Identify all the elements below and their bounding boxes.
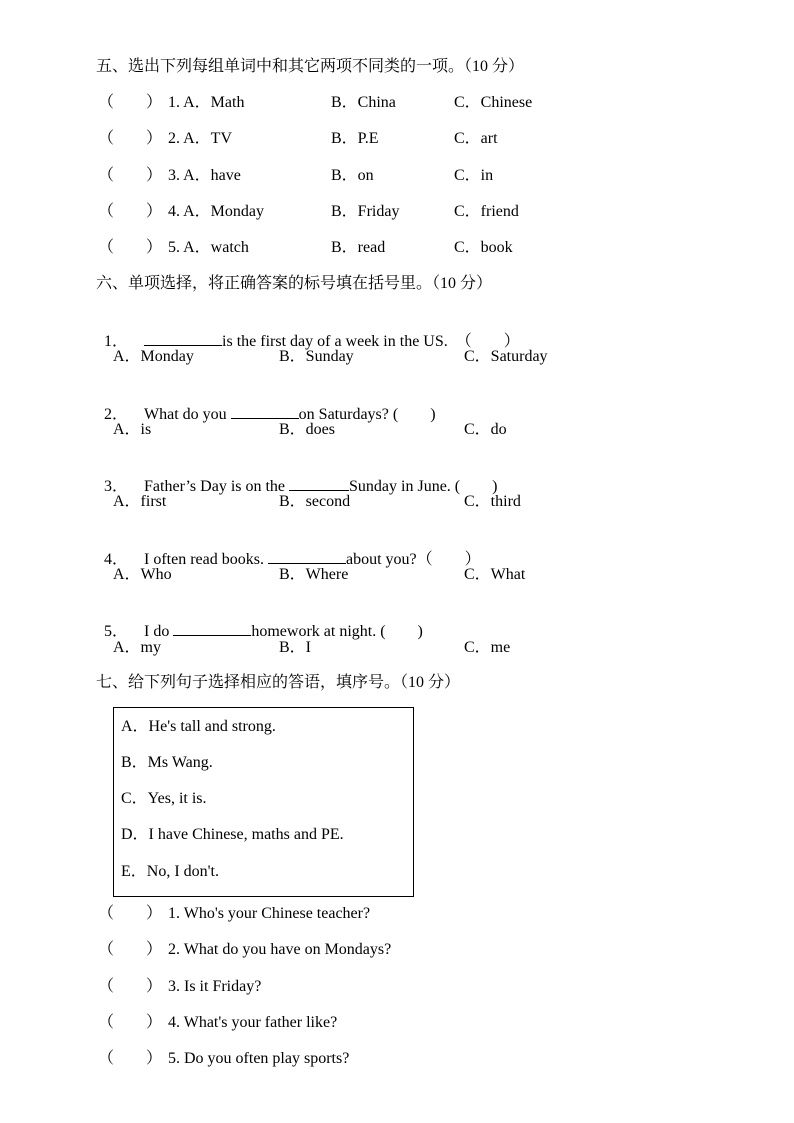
answer-option: A．He's tall and strong.: [121, 718, 276, 735]
question-text: 1. Who's your Chinese teacher?: [168, 905, 371, 922]
question-text-before: I often read books.: [144, 551, 268, 568]
option-b: B．second: [279, 493, 351, 510]
option-b: B．Where: [279, 566, 349, 583]
option-a: 4. A．Monday: [168, 203, 265, 220]
answer-parentheses[interactable]: （ ）: [98, 905, 163, 922]
question-number: 4．: [104, 551, 129, 568]
option-a: A．is: [113, 421, 152, 438]
question-3: [96, 456, 497, 497]
answer-option: D．I have Chinese, maths and PE.: [121, 826, 344, 843]
option-b: B．on: [331, 167, 374, 184]
question-4: [96, 529, 481, 570]
fill-blank[interactable]: [144, 331, 222, 346]
section5-heading: 五、选出下列每组单词中和其它两项不同类的一项。（10 分）: [96, 58, 525, 75]
answer-parentheses[interactable]: （ ）: [98, 239, 163, 256]
option-b: B．Sunday: [279, 348, 354, 365]
option-c: C．art: [454, 130, 498, 147]
question-text-after: about you?（ ）: [345, 551, 481, 568]
question-2: [96, 384, 436, 425]
section7-heading: 七、给下列句子选择相应的答语，填序号。（10 分）: [96, 674, 461, 691]
option-c: C．in: [454, 167, 494, 184]
answer-parentheses[interactable]: （ ）: [98, 1014, 163, 1031]
option-c: C．book: [454, 239, 513, 256]
question-5: [96, 601, 423, 642]
question-text-after: homework at night. ( ): [251, 623, 423, 640]
question-1: [96, 311, 520, 352]
option-a: 3. A．have: [168, 167, 241, 184]
option-a: 1. A．Math: [168, 94, 245, 111]
question-text-before: What do you: [144, 406, 231, 423]
answer-parentheses[interactable]: （ ）: [98, 978, 163, 995]
option-a: 5. A．watch: [168, 239, 249, 256]
option-a: A．Monday: [113, 348, 194, 365]
option-b: B．read: [331, 239, 386, 256]
question-text-before: Father’s Day is on the: [144, 478, 290, 495]
fill-blank[interactable]: [231, 404, 299, 419]
answer-parentheses[interactable]: （ ）: [98, 1050, 163, 1067]
question-text-before: I do: [144, 623, 174, 640]
question-text-after: Sunday in June. ( ): [349, 478, 498, 495]
question-text: 3. Is it Friday?: [168, 978, 262, 995]
option-b: B．China: [331, 94, 396, 111]
fill-blank[interactable]: [268, 549, 346, 564]
option-a: A．first: [113, 493, 167, 510]
answer-option: C．Yes, it is.: [121, 790, 207, 807]
answer-parentheses[interactable]: （ ）: [98, 203, 163, 220]
option-b: B．Friday: [331, 203, 400, 220]
option-c: C．What: [464, 566, 526, 583]
question-text: 4. What's your father like?: [168, 1014, 338, 1031]
question-text-after: is the first day of a week in the US. （ ）: [222, 333, 520, 350]
answer-parentheses[interactable]: （ ）: [98, 130, 163, 147]
question-text: 5. Do you often play sports?: [168, 1050, 350, 1067]
question-number: 5．: [104, 623, 129, 640]
question-text-after: on Saturdays? ( ): [298, 406, 436, 423]
section6-heading: 六、单项选择，将正确答案的标号填在括号里。（10 分）: [96, 275, 493, 292]
option-b: B．does: [279, 421, 336, 438]
option-c: C．Chinese: [454, 94, 533, 111]
option-b: B．P.E: [331, 130, 379, 147]
question-number: 1．: [104, 333, 129, 350]
answer-parentheses[interactable]: （ ）: [98, 167, 163, 184]
answer-parentheses[interactable]: （ ）: [98, 94, 163, 111]
fill-blank[interactable]: [173, 621, 251, 636]
question-number: 3．: [104, 478, 129, 495]
option-a: A．Who: [113, 566, 172, 583]
answer-option: B．Ms Wang.: [121, 754, 213, 771]
option-a: 2. A．TV: [168, 130, 233, 147]
fill-blank[interactable]: [289, 476, 349, 491]
question-text: 2. What do you have on Mondays?: [168, 941, 392, 958]
option-c: C．friend: [454, 203, 519, 220]
question-number: 2．: [104, 406, 129, 423]
option-c: C．me: [464, 639, 511, 656]
option-b: B．I: [279, 639, 312, 656]
answer-parentheses[interactable]: （ ）: [98, 941, 163, 958]
answer-option: E．No, I don't.: [121, 863, 219, 880]
option-a: A．my: [113, 639, 162, 656]
option-c: C．do: [464, 421, 507, 438]
option-c: C．Saturday: [464, 348, 548, 365]
option-c: C．third: [464, 493, 521, 510]
